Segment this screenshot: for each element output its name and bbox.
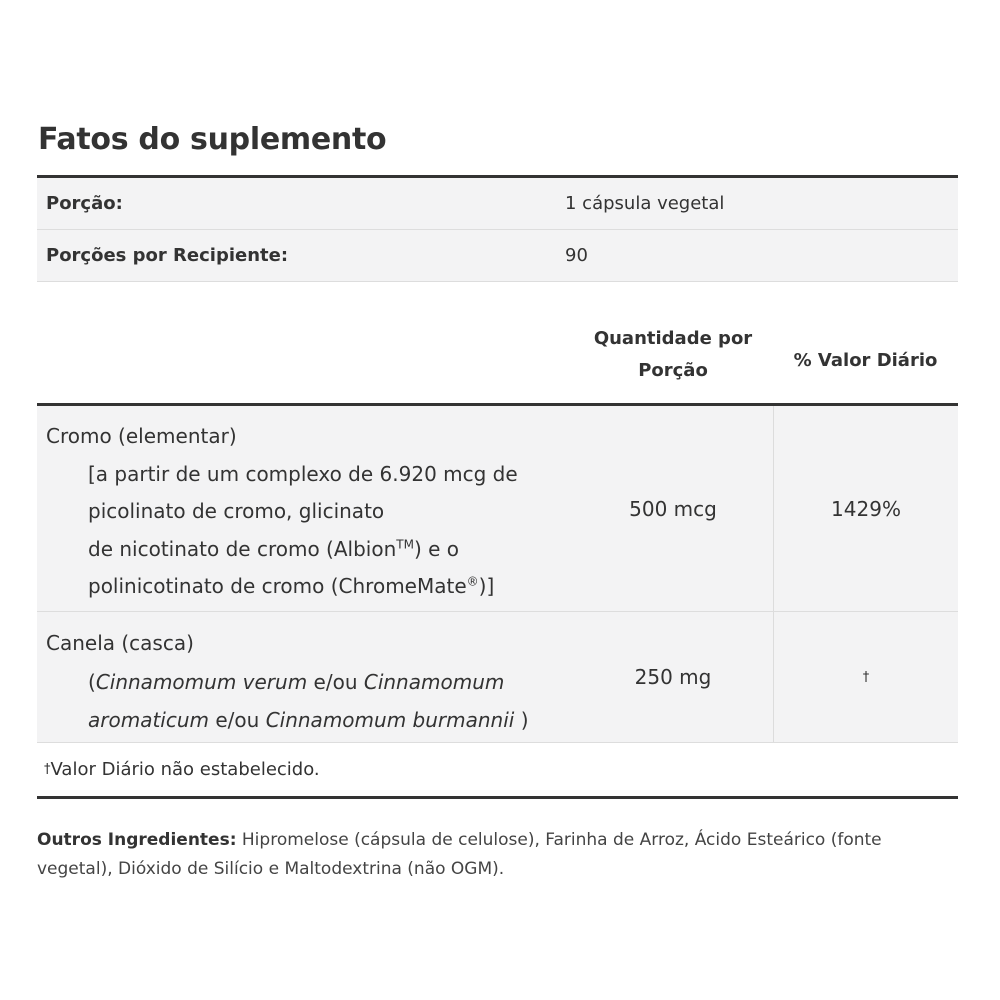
other-ingredients bbox=[37, 826, 937, 884]
species-name: aromaticum bbox=[88, 708, 210, 732]
source-line bbox=[88, 568, 573, 606]
daily-value-header: % Valor Diário bbox=[793, 350, 938, 371]
source-line: [a partir de um complexo de 6.920 mcg de bbox=[88, 461, 518, 486]
source-text: )] bbox=[478, 574, 495, 598]
table-row bbox=[37, 406, 958, 611]
nutrient-source bbox=[46, 663, 573, 740]
amount-header-line1: Quantidade por bbox=[593, 328, 753, 349]
servings-per-container-value: 90 bbox=[565, 245, 588, 266]
footnote-text: Valor Diário não estabelecido. bbox=[50, 759, 320, 780]
table-header bbox=[37, 282, 958, 403]
nutrient-source bbox=[46, 456, 573, 606]
serving-size-value: 1 cápsula vegetal bbox=[565, 193, 725, 214]
amount-per-serving-header bbox=[573, 282, 773, 403]
nutrient-daily-value: 1429% bbox=[773, 406, 958, 611]
source-text: polinicotinato de cromo (ChromeMate bbox=[88, 574, 467, 598]
bottom-rule bbox=[37, 796, 958, 799]
nutrient-description bbox=[37, 406, 573, 611]
source-line bbox=[88, 701, 573, 740]
source-line: picolinato de cromo, glicinato bbox=[88, 499, 385, 523]
servings-per-container-row bbox=[37, 230, 958, 281]
nutrient-amount: 500 mcg bbox=[629, 496, 717, 521]
source-text: e/ou bbox=[209, 708, 266, 732]
other-ingredients-text: Hipromelose (cápsula de celulose), Farinha de Arroz, Ácido Esteárico (fonte vegetal), Dióxido de Silício e Maltodextrina (não OGM). bbox=[37, 830, 882, 879]
dagger-mark: † bbox=[44, 762, 51, 777]
nutrient-name: Cromo (elementar) bbox=[46, 424, 237, 448]
page-title: Fatos do suplemento bbox=[38, 122, 387, 157]
trademark-mark: TM bbox=[396, 536, 414, 551]
source-line bbox=[88, 531, 573, 569]
species-name: Cinnamomum burmannii bbox=[265, 708, 515, 732]
source-text: e/ou bbox=[307, 669, 364, 694]
species-name: Cinnamomum bbox=[363, 669, 505, 694]
nutrient-name: Canela (casca) bbox=[46, 631, 194, 655]
source-line bbox=[88, 663, 573, 702]
servings-per-container-label: Porções por Recipiente: bbox=[46, 245, 289, 266]
table-row bbox=[37, 612, 958, 742]
source-text: ) e o bbox=[413, 536, 459, 561]
serving-size-label: Porção: bbox=[46, 193, 123, 214]
serving-size-row bbox=[37, 178, 958, 229]
source-text: de nicotinato de cromo (Albion bbox=[88, 536, 397, 561]
nutrient-description bbox=[37, 612, 573, 742]
nutrient-amount: 250 mg bbox=[634, 665, 712, 689]
species-name: Cinnamomum verum bbox=[95, 669, 308, 694]
nutrient-daily-value: † bbox=[773, 612, 958, 742]
source-text: ) bbox=[514, 708, 529, 732]
source-text: ( bbox=[88, 669, 96, 694]
other-ingredients-label: Outros Ingredientes: bbox=[37, 830, 237, 850]
registered-mark: ® bbox=[466, 574, 479, 589]
amount-header-line2: Porção bbox=[638, 360, 708, 381]
footnote bbox=[37, 743, 958, 796]
supplement-facts-table bbox=[37, 175, 958, 799]
